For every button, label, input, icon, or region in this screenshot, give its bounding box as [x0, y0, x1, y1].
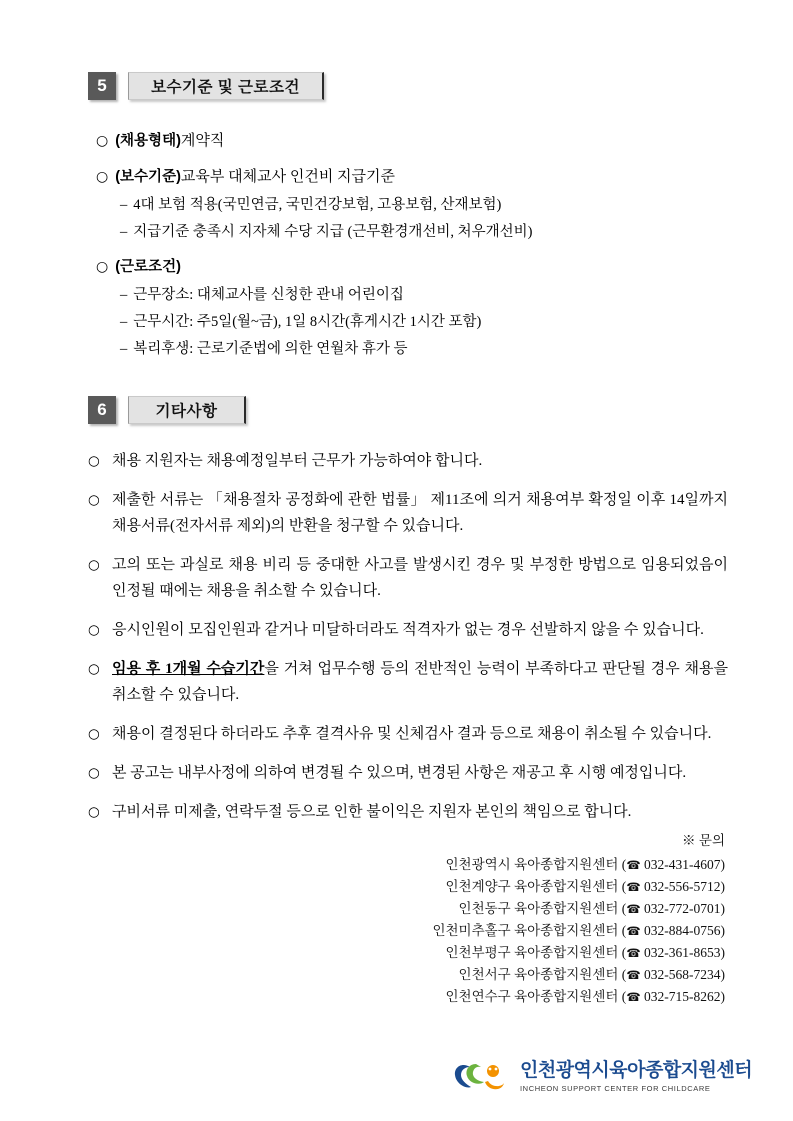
sub-item-text: 근무시간: 주5일(월~금), 1일 8시간(휴게시간 1시간 포함)	[133, 314, 482, 330]
item-label: (근로조건)	[115, 259, 181, 275]
section-5-body	[96, 126, 793, 363]
section-5-heading	[88, 72, 793, 100]
circle-bullet-icon: ○	[96, 133, 109, 149]
note-text: 채용이 결정된다 하더라도 추후 결격사유 및 신체검사 결과 등으로 채용이 취소될 수 있습니다.	[112, 726, 712, 742]
contact-row: 인천서구 육아종합지원센터 (☎ 032-568-7234)	[458, 967, 725, 982]
list-item	[88, 448, 728, 474]
list-item	[88, 760, 728, 786]
sub-item	[120, 309, 793, 336]
contact-phone: 032-772-0701	[644, 901, 721, 916]
list-item	[88, 487, 728, 539]
section-6-number: 6	[88, 396, 116, 424]
list-item	[88, 552, 728, 604]
phone-icon: ☎	[626, 902, 641, 916]
phone-icon: ☎	[626, 968, 641, 982]
contact-org: 인천서구 육아종합지원센터	[458, 967, 619, 982]
note-text: 제출한 서류는 「채용절차 공정화에 관한 법률」 제11조에 의거 채용여부 확정일 이후 14일까지 채용서류(전자서류 제외)의 반환을 청구할 수 있습니다.	[112, 492, 728, 534]
phone-icon: ☎	[626, 990, 641, 1004]
list-item	[96, 126, 793, 156]
item-label: (채용형태)	[115, 133, 181, 149]
sub-item	[120, 282, 793, 309]
section-6-body	[88, 448, 728, 825]
phone-icon: ☎	[626, 880, 641, 894]
phone-icon: ☎	[626, 924, 641, 938]
note-text: 채용 지원자는 채용예정일부터 근무가 가능하여야 합니다.	[112, 453, 483, 469]
contact-row: 인천광역시 육아종합지원센터 (☎ 032-431-4607)	[445, 857, 725, 872]
contact-note: ※ 문의	[682, 833, 725, 848]
circle-bullet-icon: ○	[88, 804, 100, 820]
item-value: 교육부 대체교사 인건비 지급기준	[180, 169, 396, 185]
phone-icon: ☎	[626, 858, 641, 872]
item-value: 계약직	[180, 133, 225, 149]
contact-phone: 032-556-5712	[644, 879, 721, 894]
item-heading	[96, 126, 793, 156]
list-item	[88, 656, 728, 708]
circle-bullet-icon: ○	[88, 622, 100, 638]
footer-logo	[452, 1058, 752, 1096]
circle-bullet-icon: ○	[88, 661, 100, 677]
contact-phone: 032-361-8653	[644, 945, 721, 960]
list-item	[96, 252, 793, 363]
list-item	[88, 617, 728, 643]
contact-phone: 032-715-8262	[644, 989, 721, 1004]
sub-item-text: 지급기준 충족시 지자체 수당 지급 (근무환경개선비, 처우개선비)	[133, 224, 533, 240]
contact-phone: 032-884-0756	[644, 923, 721, 938]
section-5	[0, 72, 793, 369]
sub-item-text: 근무장소: 대체교사를 신청한 관내 어린이집	[133, 287, 404, 303]
dash-icon: –	[120, 224, 128, 240]
item-label: (보수기준)	[115, 169, 181, 185]
dash-icon: –	[120, 314, 128, 330]
contact-phone: 032-568-7234	[644, 967, 721, 982]
sub-item	[120, 192, 793, 219]
logo-title: 인천광역시육아종합지원센터	[520, 1060, 753, 1081]
dash-icon: –	[120, 197, 128, 213]
contact-row: 인천연수구 육아종합지원센터 (☎ 032-715-8262)	[445, 989, 725, 1004]
item-heading	[96, 252, 793, 282]
childcare-center-logo-icon	[452, 1058, 510, 1096]
section-6-heading	[88, 396, 793, 424]
list-item	[88, 799, 728, 825]
circle-bullet-icon: ○	[96, 169, 109, 185]
sub-item-text: 4대 보험 적용(국민연금, 국민건강보험, 고용보험, 산재보험)	[133, 197, 502, 213]
dash-icon: –	[120, 341, 128, 357]
circle-bullet-icon: ○	[88, 765, 100, 781]
circle-bullet-icon: ○	[88, 557, 100, 573]
note-text: 본 공고는 내부사정에 의하여 변경될 수 있으며, 변경된 사항은 재공고 후 시행 예정입니다.	[112, 765, 687, 781]
circle-bullet-icon: ○	[88, 453, 100, 469]
contact-row: 인천부평구 육아종합지원센터 (☎ 032-361-8653)	[445, 945, 725, 960]
sub-item	[120, 219, 793, 246]
contact-list	[432, 830, 725, 1008]
list-item	[88, 721, 728, 747]
contact-org: 인천계양구 육아종합지원센터	[445, 879, 619, 894]
contact-org: 인천부평구 육아종합지원센터	[445, 945, 619, 960]
section-5-number: 5	[88, 72, 116, 100]
section-5-title: 보수기준 및 근로조건	[128, 72, 324, 100]
emphasis-text: 임용 후 1개월 수습기간	[112, 661, 265, 677]
section-6-title: 기타사항	[128, 396, 246, 424]
contact-row: 인천미추홀구 육아종합지원센터 (☎ 032-884-0756)	[432, 923, 725, 938]
contact-org: 인천연수구 육아종합지원센터	[445, 989, 619, 1004]
contact-row: 인천계양구 육아종합지원센터 (☎ 032-556-5712)	[445, 879, 725, 894]
contact-org: 인천미추홀구 육아종합지원센터	[432, 923, 619, 938]
contact-org: 인천동구 육아종합지원센터	[458, 901, 619, 916]
note-text: 응시인원이 모집인원과 같거나 미달하더라도 적격자가 없는 경우 선발하지 않을 수 있습니다.	[112, 622, 704, 638]
circle-bullet-icon: ○	[96, 259, 109, 275]
sub-item	[120, 336, 793, 363]
circle-bullet-icon: ○	[88, 492, 100, 508]
section-6	[0, 396, 793, 838]
phone-icon: ☎	[626, 946, 641, 960]
note-text-emphasized: 임용 후 1개월 수습기간을 거쳐 업무수행 등의 전반적인 능력이 부족하다고 판단될 경우 채용을 취소할 수 있습니다.	[112, 661, 728, 703]
note-text: 고의 또는 과실로 채용 비리 등 중대한 사고를 발생시킨 경우 및 부정한 방법으로 임용되었음이 인정될 때에는 채용을 취소할 수 있습니다.	[112, 557, 728, 599]
contact-row: 인천동구 육아종합지원센터 (☎ 032-772-0701)	[458, 901, 725, 916]
contact-org: 인천광역시 육아종합지원센터	[445, 857, 619, 872]
contact-phone: 032-431-4607	[644, 857, 721, 872]
item-heading	[96, 162, 793, 192]
logo-subtitle: INCHEON SUPPORT CENTER FOR CHILDCARE	[520, 1084, 711, 1093]
note-text: 구비서류 미제출, 연락두절 등으로 인한 불이익은 지원자 본인의 책임으로 합니다.	[112, 804, 632, 820]
dash-icon: –	[120, 287, 128, 303]
circle-bullet-icon: ○	[88, 726, 100, 742]
list-item	[96, 162, 793, 246]
sub-item-text: 복리후생: 근로기준법에 의한 연월차 휴가 등	[133, 341, 408, 357]
